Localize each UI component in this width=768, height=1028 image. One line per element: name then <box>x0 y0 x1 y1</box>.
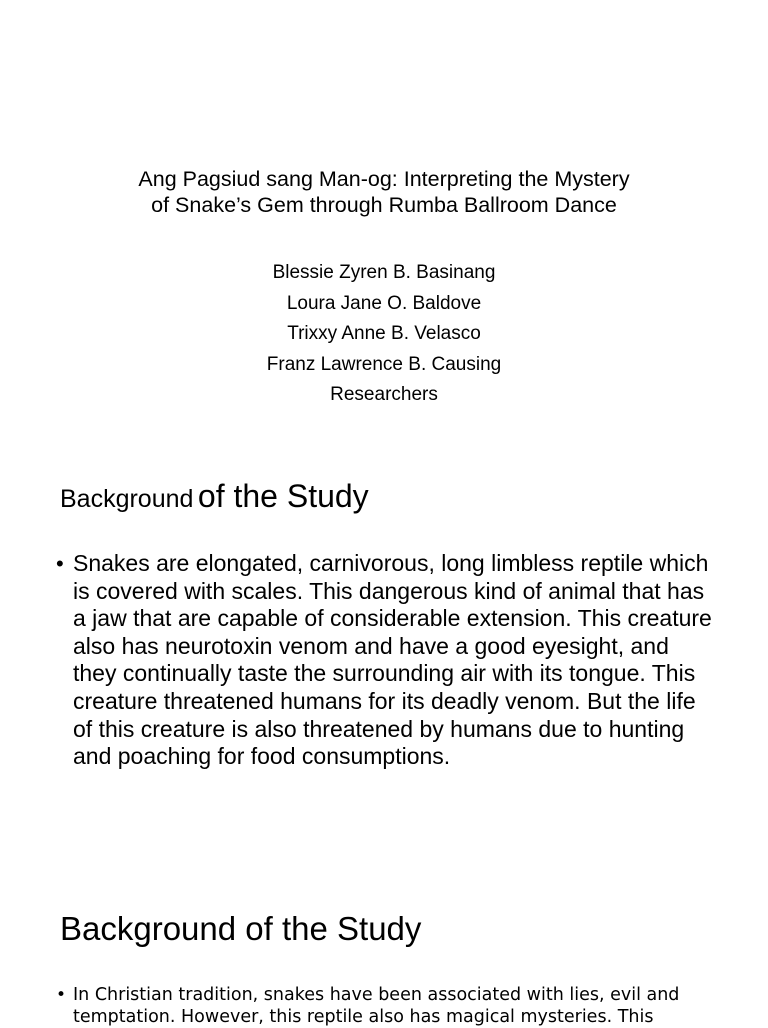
presentation-title <box>0 166 768 218</box>
bullet-icon: • <box>56 551 64 576</box>
author-name: Franz Lawrence B. Causing <box>266 353 502 375</box>
bullet-text: In Christian tradition, snakes have been associated with lies, evil and temptation. However, this reptile also has magical mysteries. This <box>73 985 680 1027</box>
heading-part-large: of the Study <box>197 478 369 514</box>
section-heading <box>60 478 369 515</box>
heading-part-small: Background <box>60 485 194 513</box>
bullet-text: Snakes are elongated, carnivorous, long limbless reptile which is covered with scales. This dangerous kind of animal that has a jaw that are capable of considerable extension. This creature also has neurotoxin venom and have a good eyesight, and they continually taste the surrounding air with its tongue. This creature threatened humans for its deadly venom. But the life of this creature is also threatened by humans due to hunting and poaching for food consumptions. <box>73 550 712 770</box>
title-line-2: of Snake’s Gem through Rumba Ballroom Dance <box>151 193 617 217</box>
author-list <box>0 258 768 411</box>
author-name: Loura Jane O. Baldove <box>286 292 482 314</box>
bullet-item <box>56 984 716 1028</box>
author-name: Trixxy Anne B. Velasco <box>287 323 481 344</box>
section-heading: Background of the Study <box>60 910 422 947</box>
author-name: Blessie Zyren B. Basinang <box>272 262 496 283</box>
bullet-icon: • <box>56 985 67 1005</box>
researchers-label: Researchers <box>330 384 438 405</box>
bullet-item <box>56 550 716 771</box>
title-line-1: Ang Pagsiud sang Man-og: Interpreting the Mystery <box>138 167 630 191</box>
